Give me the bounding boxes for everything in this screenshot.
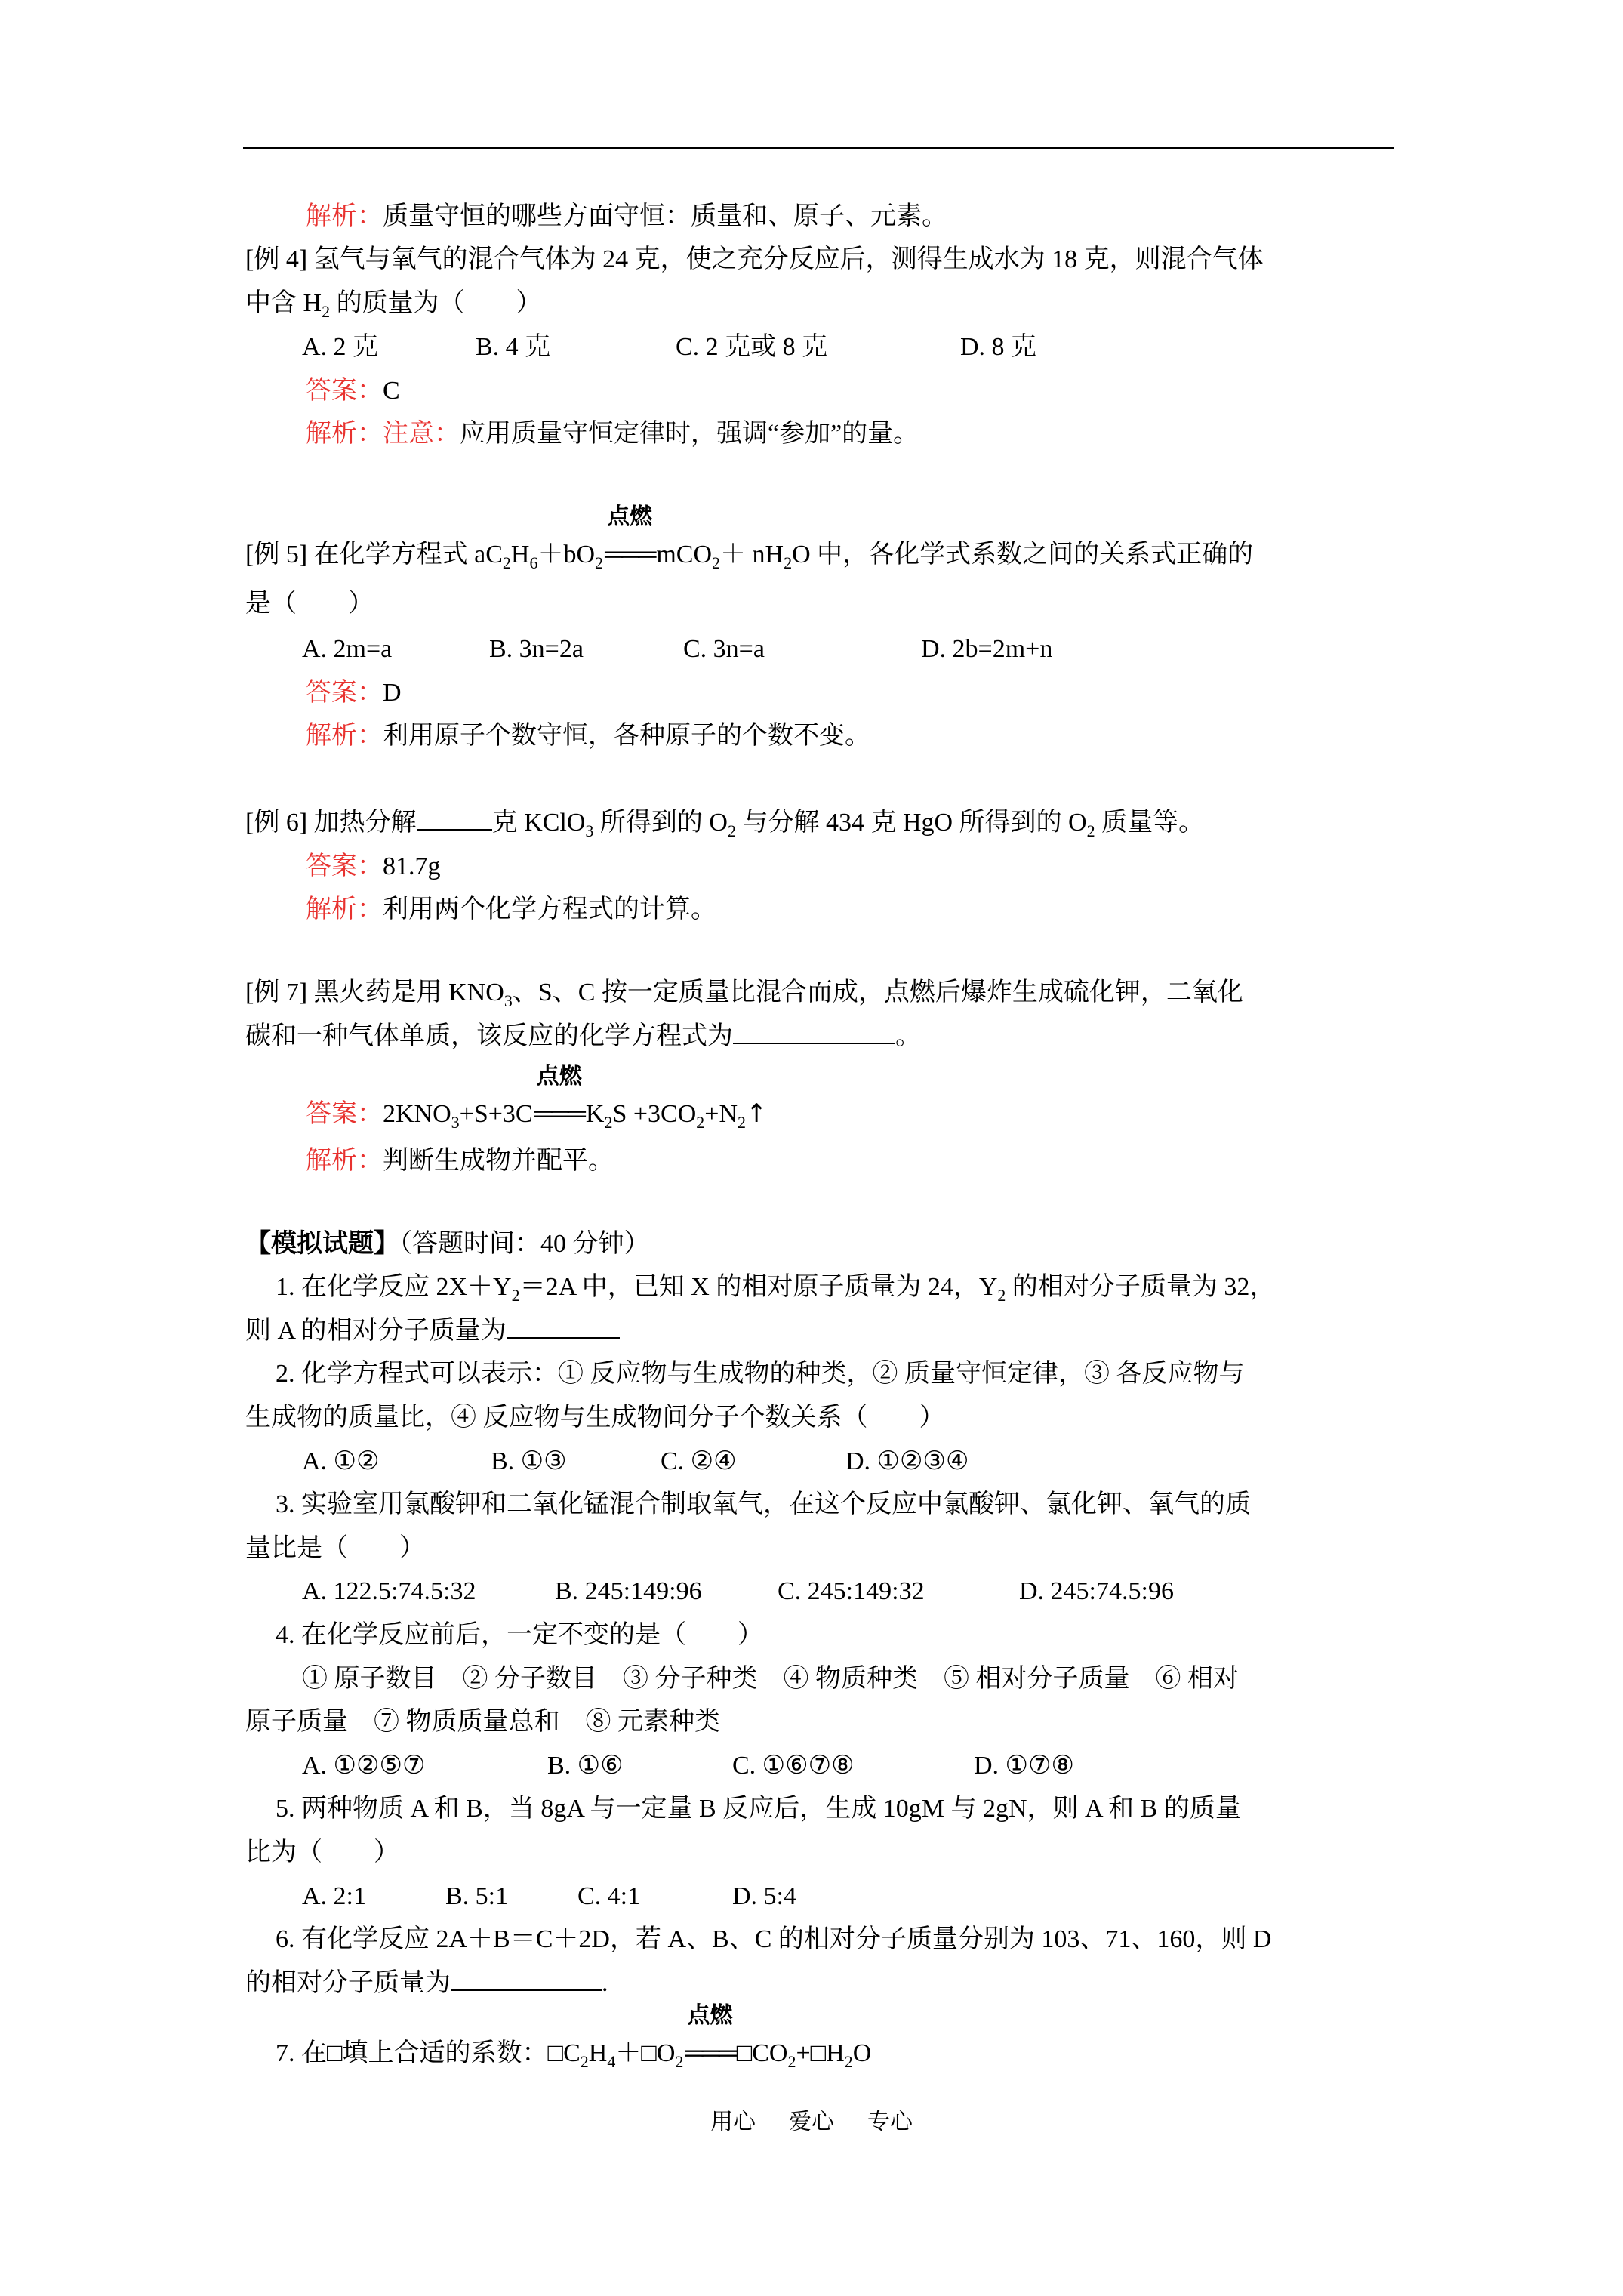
option-c: C. 4:1 — [577, 1882, 641, 1910]
page-footer: 用心 爱心 专心 — [710, 2110, 913, 2134]
option-c: C. 2 克或 8 克 — [676, 333, 828, 361]
fill-blank — [507, 1314, 620, 1339]
answer-line: 答案：C — [306, 377, 400, 405]
example-6-question: [例 6] 加热分解 克 KClO$_3$ 所得到的 $O_2$ 与分解 434 克 HgO 所得到的 $O_2$ 质量等。 — [245, 806, 1204, 840]
example-7-question-cont: 碳和一种气体单质，该反应的化学方程式为 。 — [245, 1020, 921, 1053]
example-5-question: [例 5] 在化学方程式 $aC_2H_6+bO_2$ 点燃 ═══mCO$_2$＋ $nH_2O$ 中，各化学式系数之间的关系式正确的 — [245, 504, 1254, 572]
example-5-question-cont: 是（ ） — [245, 590, 374, 618]
question-4: 4. 在化学反应前后，一定不变的是（ ） — [276, 1621, 763, 1649]
option-c: C. 245:149:32 — [778, 1577, 925, 1605]
reaction-condition: 点燃 ═══ — [685, 2003, 735, 2067]
option-a: A. ①②⑤⑦ — [302, 1752, 426, 1780]
option-c: C. ②④ — [661, 1447, 737, 1475]
option-a: A. 122.5:74.5:32 — [302, 1577, 476, 1605]
question-1: 1. 在化学反应 $2X+Y_2=2A$ 中，已知 X 的相对原子质量为 24，$Y_2$ 的相对分子质量为 32， — [276, 1273, 1276, 1305]
option-a: A. 2m=a — [302, 635, 393, 663]
example-4-question-cont: 中含 $H_2$ 的质量为（ ） — [245, 289, 542, 321]
question-7: 7. 在□填上合适的系数：$□C_2H_4+□O_2$ 点燃 $═══□CO_2+□H_2O$ — [276, 2003, 872, 2071]
question-6: 6. 有化学反应 2A＋B＝C＋2D，若 A、B、C 的相对分子质量分别为 103、71、160，则 D — [276, 1925, 1272, 1953]
option-b: B. ①⑥ — [547, 1752, 624, 1780]
question-2-cont: 生成物的质量比，④ 反应物与生成物间分子个数关系（ ） — [245, 1404, 945, 1432]
question-5-cont: 比为（ ） — [245, 1838, 399, 1866]
fill-blank — [417, 806, 492, 831]
question-4-items: ① 原子数目 ② 分子数目 ③ 分子种类 ④ 物质种类 ⑤ 相对分子质量 ⑥ 相对 — [302, 1665, 1239, 1693]
analysis-line: 解析：利用原子个数守恒，各种原子的个数不变。 — [306, 722, 870, 750]
analysis-line: 解析：利用两个化学方程式的计算。 — [306, 895, 716, 923]
answer-line: 答案：$2KNO_3+S+3C$ 点燃 $═══K_2S$ $+3CO_2+N_2↑$ — [306, 1064, 768, 1132]
analysis-line: 解析：判断生成物并配平。 — [306, 1147, 614, 1175]
fill-blank — [451, 1967, 602, 1991]
option-b: B. 3n=2a — [489, 635, 584, 663]
option-b: B. 245:149:96 — [555, 1577, 702, 1605]
question-2: 2. 化学方程式可以表示：① 反应物与生成物的种类，② 质量守恒定律，③ 各反应物与 — [276, 1360, 1245, 1388]
option-b: B. 4 克 — [476, 333, 551, 361]
option-d: D. 245:74.5:96 — [1019, 1577, 1174, 1605]
question-5: 5. 两种物质 A 和 B，当 8gA 与一定量 B 反应后，生成 10gM 与 2gN，则 A 和 B 的质量 — [276, 1795, 1241, 1823]
option-b: B. ①③ — [491, 1447, 567, 1475]
reaction-condition: 点燃 ═══ — [605, 504, 655, 569]
option-d: D. 5:4 — [732, 1882, 796, 1910]
header-rule — [243, 147, 1394, 149]
question-4-items-cont: 原子质量 ⑦ 物质质量总和 ⑧ 元素种类 — [245, 1708, 720, 1736]
fill-blank — [733, 1020, 895, 1044]
option-a: A. 2:1 — [302, 1882, 366, 1910]
option-c: C. 3n=a — [683, 635, 765, 663]
answer-line: 答案：81.7g — [306, 852, 441, 880]
option-b: B. 5:1 — [445, 1882, 509, 1910]
analysis-line: 解析：质量守恒的哪些方面守恒：质量和、原子、元素。 — [306, 202, 947, 230]
option-d: D. ①②③④ — [845, 1447, 969, 1475]
analysis-line: 解析：注意：应用质量守恒定律时，强调“参加”的量。 — [306, 420, 919, 448]
question-1-cont: 则 A 的相对分子质量为 — [245, 1314, 620, 1348]
question-3-cont: 量比是（ ） — [245, 1534, 425, 1562]
example-4-question: [例 4] 氢气与氧气的混合气体为 24 克，使之充分反应后，测得生成水为 18 克，则混合气体 — [245, 245, 1264, 273]
question-6-cont: 的相对分子质量为 . — [245, 1967, 608, 2000]
option-a: A. ①② — [302, 1447, 380, 1475]
option-a: A. 2 克 — [302, 333, 379, 361]
question-3: 3. 实验室用氯酸钾和二氧化锰混合制取氧气，在这个反应中氯酸钾、氯化钾、氧气的质 — [276, 1490, 1251, 1518]
section-heading: 【模拟试题】（答题时间：40 分钟） — [245, 1230, 650, 1258]
answer-line: 答案：D — [306, 679, 402, 707]
option-d: D. ①⑦⑧ — [974, 1752, 1074, 1780]
example-7-question: [例 7] 黑火药是用 $KNO_3$、S、C 按一定质量比混合而成，点燃后爆炸生成硫化钾，二氧化 — [245, 978, 1243, 1010]
option-c: C. ①⑥⑦⑧ — [732, 1752, 855, 1780]
reaction-condition: 点燃 ═══ — [534, 1064, 584, 1128]
option-d: D. 2b=2m+n — [921, 635, 1053, 663]
option-d: D. 8 克 — [960, 333, 1037, 361]
